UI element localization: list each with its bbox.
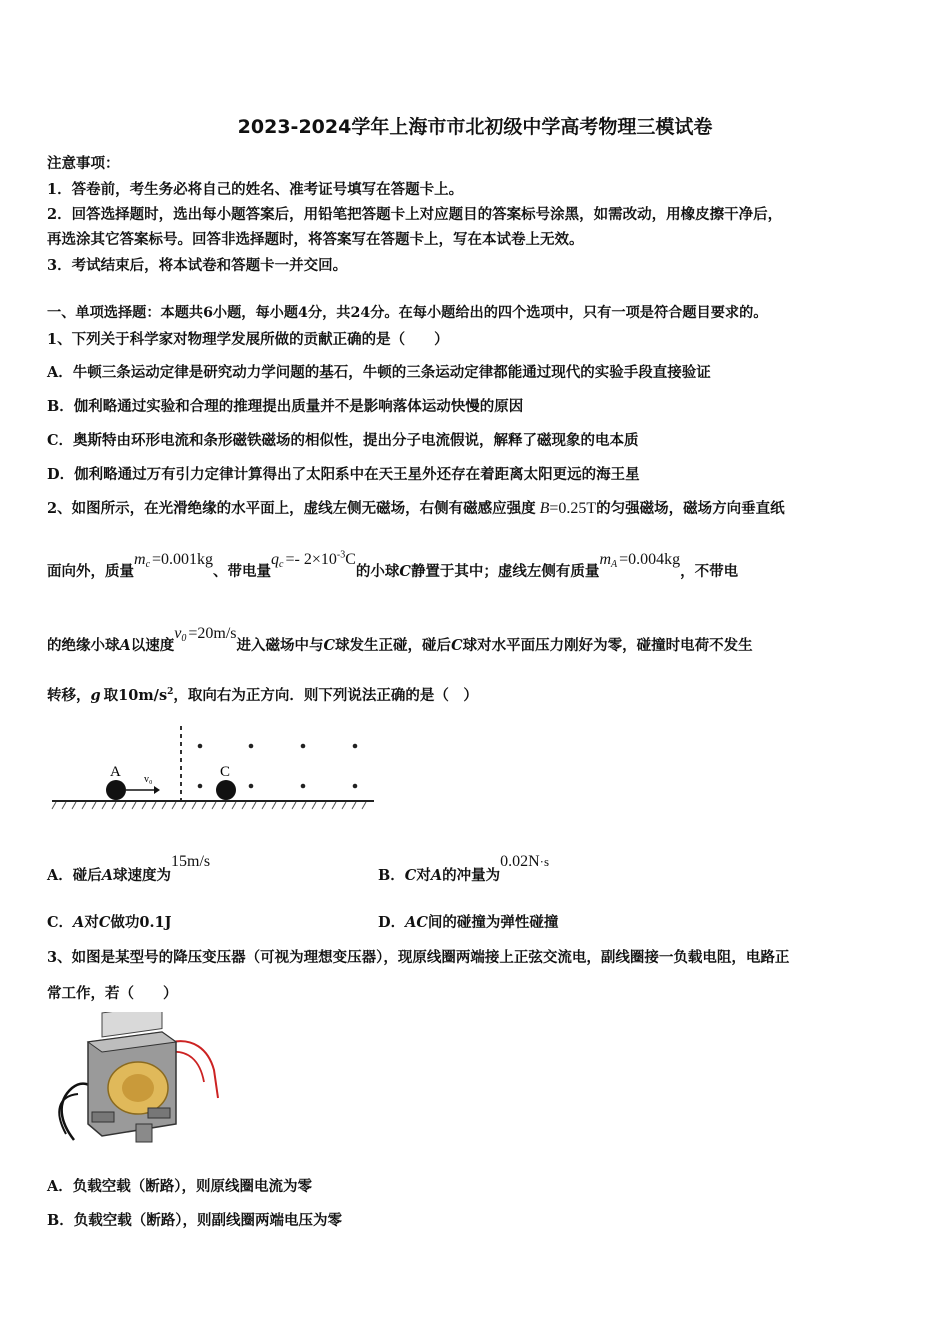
question-2-line-1: 2、如图所示，在光滑绝缘的水平面上，虚线左侧无磁场，右侧有磁感应强度 B=0.25T的匀强磁场，磁场方向垂直纸	[47, 500, 785, 517]
notice-item: 1．答卷前，考生务必将自己的姓名、准考证号填写在答题卡上。	[47, 181, 464, 198]
question-2-line-3: 的绝缘小球A以速度$v_0 =20m/s$进入磁场中与C球发生正碰，碰后C球对水平面压力刚好为零，碰撞时电荷不发生	[47, 625, 753, 654]
question-1-option-d: D．伽利略通过万有引力定律计算得出了太阳系中在天王星外还存在着距离太阳更远的海王星	[47, 466, 640, 483]
question-3-option-a: A．负载空载（断路），则原线圈电流为零	[47, 1178, 312, 1195]
notice-item: 2．回答选择题时，选出每小题答案后，用铅笔把答题卡上对应题目的答案标号涂黑，如需改动，用橡皮擦干净后，	[47, 206, 783, 223]
question-2-option-a: A．碰后A球速度为15m/s	[47, 853, 211, 884]
label-c: C	[220, 764, 231, 780]
velocity-arrowhead	[154, 786, 160, 794]
notice-heading: 注意事项：	[47, 155, 120, 172]
notice-item: 3．考试结束后，将本试卷和答题卡一并交回。	[47, 257, 348, 274]
coil-center	[122, 1074, 154, 1102]
section-heading: 一、单项选择题：本题共6小题，每小题4分，共24分。在每小题给出的四个选项中，只有一项是符合题目要求的。	[47, 305, 768, 321]
ball-a	[106, 780, 126, 800]
question-2-line-4: 转移，g 取$10m/s^2$，取向右为正方向．则下列说法正确的是（ ）	[47, 687, 478, 704]
question-1-option-a: A．牛顿三条运动定律是研究动力学问题的基石，牛顿的三条运动定律都能通过现代的实验手段直接验证	[47, 364, 711, 381]
question-2-line-2: 面向外，质量$m_c =0.001kg$、带电量$q_c =- 2\times 10^{-3}C$的小球C静置于其中；虚线左侧有质量$m_A =0.004kg$，不带电	[47, 549, 739, 580]
collision-figure	[48, 720, 378, 812]
question-1-option-c: C．奥斯特由环形电流和条形磁铁磁场的相似性，提出分子电流假说，解释了磁现象的电本质	[47, 432, 639, 449]
label-v0: v₀	[144, 774, 153, 785]
ball-c	[216, 780, 236, 800]
ground-hatching	[52, 802, 366, 809]
label-a: A	[110, 764, 121, 780]
transformer-image	[52, 1012, 224, 1146]
red-wire-1	[172, 1041, 218, 1098]
question-2-option-c: C．A对C做功0.1J	[47, 914, 172, 931]
question-1-stem: 1、下列关于科学家对物理学发展所做的贡献正确的是（ ）	[47, 331, 449, 348]
notice-item: 再选涂其它答案标号。回答非选择题时，将答案写在答题卡上，写在本试卷上无效。	[47, 231, 584, 248]
question-2-option-b: B．C对A的冲量为0.02N·s	[378, 853, 550, 884]
question-3-option-b: B．负载空载（断路），则副线圈两端电压为零	[47, 1212, 343, 1229]
mount-bracket	[136, 1124, 152, 1142]
mount-foot-left	[92, 1112, 114, 1122]
question-2-option-d: D．AC间的碰撞为弹性碰撞	[378, 914, 559, 931]
page-title: 2023-2024学年上海市市北初级中学高考物理三模试卷	[237, 116, 713, 138]
question-3-stem-line-1: 3、如图是某型号的降压变压器（可视为理想变压器），现原线圈两端接上正弦交流电，副线圈接一负载电阻，电路正	[47, 949, 790, 966]
question-3-stem-line-2: 常工作，若（ ）	[47, 985, 178, 1002]
question-1-option-b: B．伽利略通过实验和合理的推理提出质量并不是影响落体运动快慢的原因	[47, 398, 524, 415]
mount-foot-right	[148, 1108, 170, 1118]
